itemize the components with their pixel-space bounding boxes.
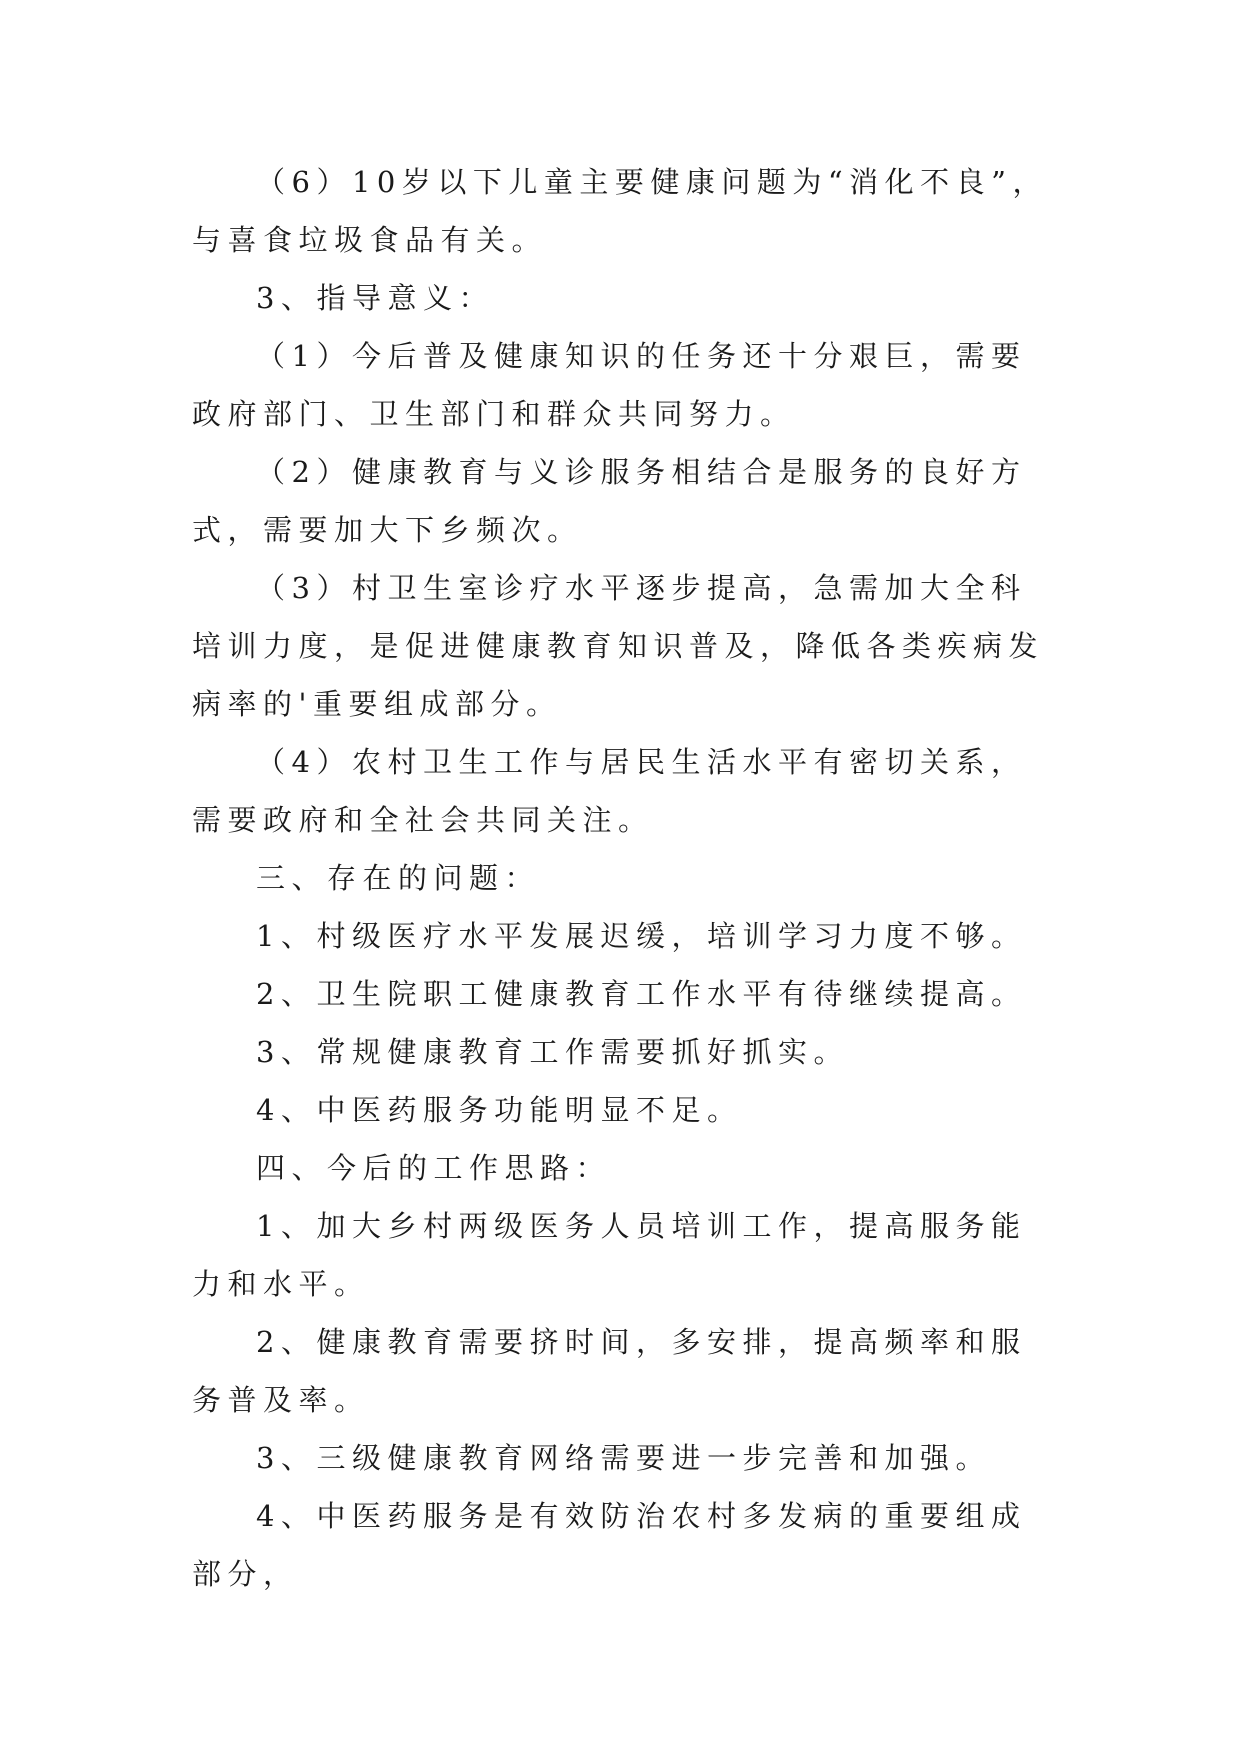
paragraph-guidance-1: （1）今后普及健康知识的任务还十分艰巨，需要政府部门、卫生部门和群众共同努力。 — [192, 339, 1027, 431]
paragraph-future-1: 1、加大乡村两级医务人员培训工作，提高服务能力和水平。 — [192, 1209, 1027, 1301]
paragraph-children-health-issue: （6）10岁以下儿童主要健康问题为“消化不良”，与喜食垃圾食品有关。 — [192, 165, 1049, 257]
paragraph-future-4: 4、中医药服务是有效防治农村多发病的重要组成部分， — [192, 1499, 1027, 1591]
paragraph-future-3: 3、三级健康教育网络需要进一步完善和加强。 — [256, 1441, 991, 1475]
paragraph-problem-4: 4、中医药服务功能明显不足。 — [256, 1093, 743, 1127]
paragraph-guidance-4: （4）农村卫生工作与居民生活水平有密切关系，需要政府和全社会共同关注。 — [192, 745, 1027, 837]
paragraph-problem-1: 1、村级医疗水平发展迟缓，培训学习力度不够。 — [256, 919, 1027, 953]
heading-existing-problems: 三、存在的问题： — [256, 861, 541, 895]
paragraph-problem-2: 2、卫生院职工健康教育工作水平有待继续提高。 — [256, 977, 1027, 1011]
paragraph-guidance-2: （2）健康教育与义诊服务相结合是服务的良好方式，需要加大下乡频次。 — [192, 455, 1027, 547]
heading-future-work: 四、今后的工作思路： — [256, 1151, 612, 1185]
document-body — [192, 153, 1052, 1603]
paragraph-problem-3: 3、常规健康教育工作需要抓好抓实。 — [256, 1035, 849, 1069]
paragraph-guidance-3: （3）村卫生室诊疗水平逐步提高，急需加大全科培训力度，是促进健康教育知识普及，降低各类疾病发病率的'重要组成部分。 — [192, 571, 1045, 721]
heading-guidance-significance: 3、指导意义： — [256, 281, 494, 315]
paragraph-future-2: 2、健康教育需要挤时间，多安排，提高频率和服务普及率。 — [192, 1325, 1027, 1417]
